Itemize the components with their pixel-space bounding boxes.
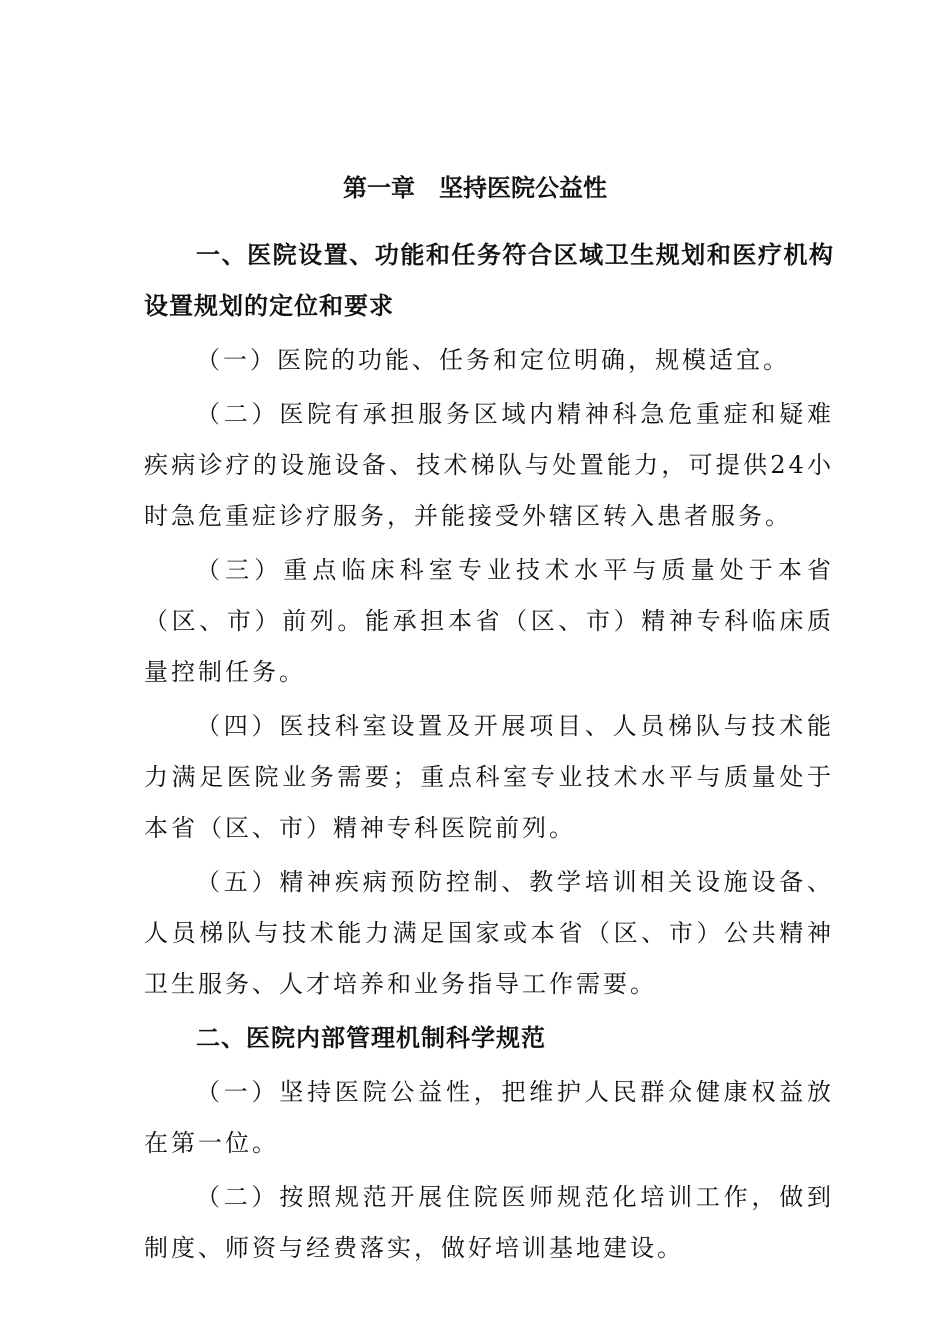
section-heading-1: 一、医院设置、功能和任务符合区域卫生规划和医疗机构设置规划的定位和要求 [144, 241, 834, 320]
section-1-item-2: （二）医院有承担服务区域内精神科急危重症和疑难疾病诊疗的设施设备、技术梯队与处置能力，可提供24小时急危重症诊疗服务，并能接受外辖区转入患者服务。 [144, 400, 834, 530]
section-heading-2: 二、医院内部管理机制科学规范 [196, 1024, 546, 1052]
section-1-item-5: （五）精神疾病预防控制、教学培训相关设施设备、人员梯队与技术能力满足国家或本省（区、市）公共精神卫生服务、人才培养和业务指导工作需要。 [144, 868, 834, 998]
section-1-item-4: （四）医技科室设置及开展项目、人员梯队与技术能力满足医院业务需要；重点科室专业技术水平与质量处于本省（区、市）精神专科医院前列。 [144, 712, 834, 842]
chapter-title: 第一章 坚持医院公益性 [343, 174, 607, 202]
document-body [144, 230, 834, 1277]
section-1-item-1: （一）医院的功能、任务和定位明确，规模适宜。 [196, 346, 790, 374]
section-2-item-2: （二）按照规范开展住院医师规范化培训工作，做到制度、师资与经费落实，做好培训基地建设。 [144, 1183, 834, 1262]
section-1-item-3: （三）重点临床科室专业技术水平与质量处于本省（区、市）前列。能承担本省（区、市）精神专科临床质量控制任务。 [144, 556, 834, 686]
section-2-item-1: （一）坚持医院公益性，把维护人民群众健康权益放在第一位。 [144, 1078, 834, 1157]
